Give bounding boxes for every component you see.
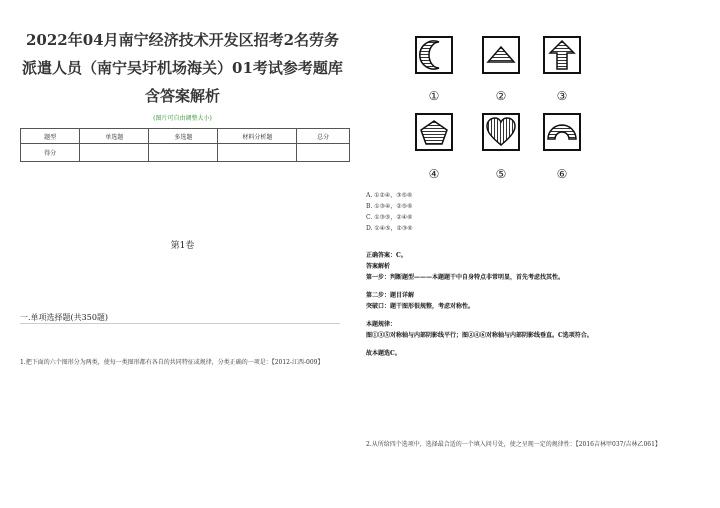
doc-title-line1: 2022年04月南宁经济技术开发区招考2名劳务 [25,31,340,49]
header-cell: 单选题 [80,129,149,144]
image-resize-note: (图片可自由调整大小) [153,115,212,122]
option-a[interactable]: A. ①②④，③⑤⑥ [366,192,413,199]
option-d[interactable]: D. ①④⑤，②③⑥ [366,225,413,232]
correct-answer: 正确答案：C。 [366,252,407,259]
conclusion: 故本题选C。 [366,350,401,357]
header-cell: 多选题 [149,129,218,144]
score-table-score-row [21,144,350,162]
score-cell [218,144,297,162]
rule-text: 图①③⑤对称轴与内部阴影线平行；图②④⑥对称轴与内部阴影线垂直。C选项符合。 [366,332,593,339]
header-cell: 总分 [297,129,350,144]
score-cell [297,144,350,162]
header-cell: 题型 [21,129,80,144]
doc-title-line2: 派遣人员（南宁吴圩机场海关）01考试参考题库 [22,59,343,77]
option-b[interactable]: B. ①③④，②⑤⑥ [366,203,413,210]
score-table [20,128,350,162]
pentagon-figure [415,113,453,151]
section-heading: 一.单项选择题(共350题) [20,313,109,322]
volume-heading: 第1卷 [170,241,195,251]
figure-label: ① [428,89,440,103]
option-c[interactable]: C. ①③⑤，②④⑥ [366,214,413,221]
answer-analysis [366,250,706,359]
score-table-header-row [21,129,350,144]
section-divider [20,323,340,324]
score-cell [80,144,149,162]
figure-label: ⑤ [495,167,507,181]
crescent-figure [415,36,453,74]
arch-figure [543,113,581,151]
score-cell [149,144,218,162]
question-1-text: 1.把下面的六个图形分为两类，使每一类图形都有各自的共同特征或规律，分类正确的一项是：【2012-江西-009】 [20,359,324,366]
figure-label: ③ [556,89,568,103]
triangle-figure [482,36,520,74]
figure-label: ④ [428,167,440,181]
question-1-options [366,190,413,234]
analysis-label: 答案解析 [366,263,391,270]
rule-label: 本题规律： [366,321,397,328]
figure-label: ⑥ [556,167,568,181]
row-label-cell: 得分 [21,144,80,162]
breakthrough: 突破口：题干图形很规整，考虑对称性。 [366,303,475,310]
step-1: 第一步：判断题型———本题题干中自身特点非常明显，首先考虑找其性。 [366,274,565,281]
up-arrow-figure [543,36,581,74]
doc-title-line3: 含答案解析 [144,87,220,105]
step-2-label: 第二步：题目详解 [366,292,415,299]
heart-figure [482,113,520,151]
question-2-text: 2.从所给四个选项中，选择最合适的一个填入问号处，使之呈现一定的规律性：【2016吉林甲037/吉林乙061】 [366,441,661,448]
figure-label: ② [495,89,507,103]
header-cell: 材料分析题 [218,129,297,144]
